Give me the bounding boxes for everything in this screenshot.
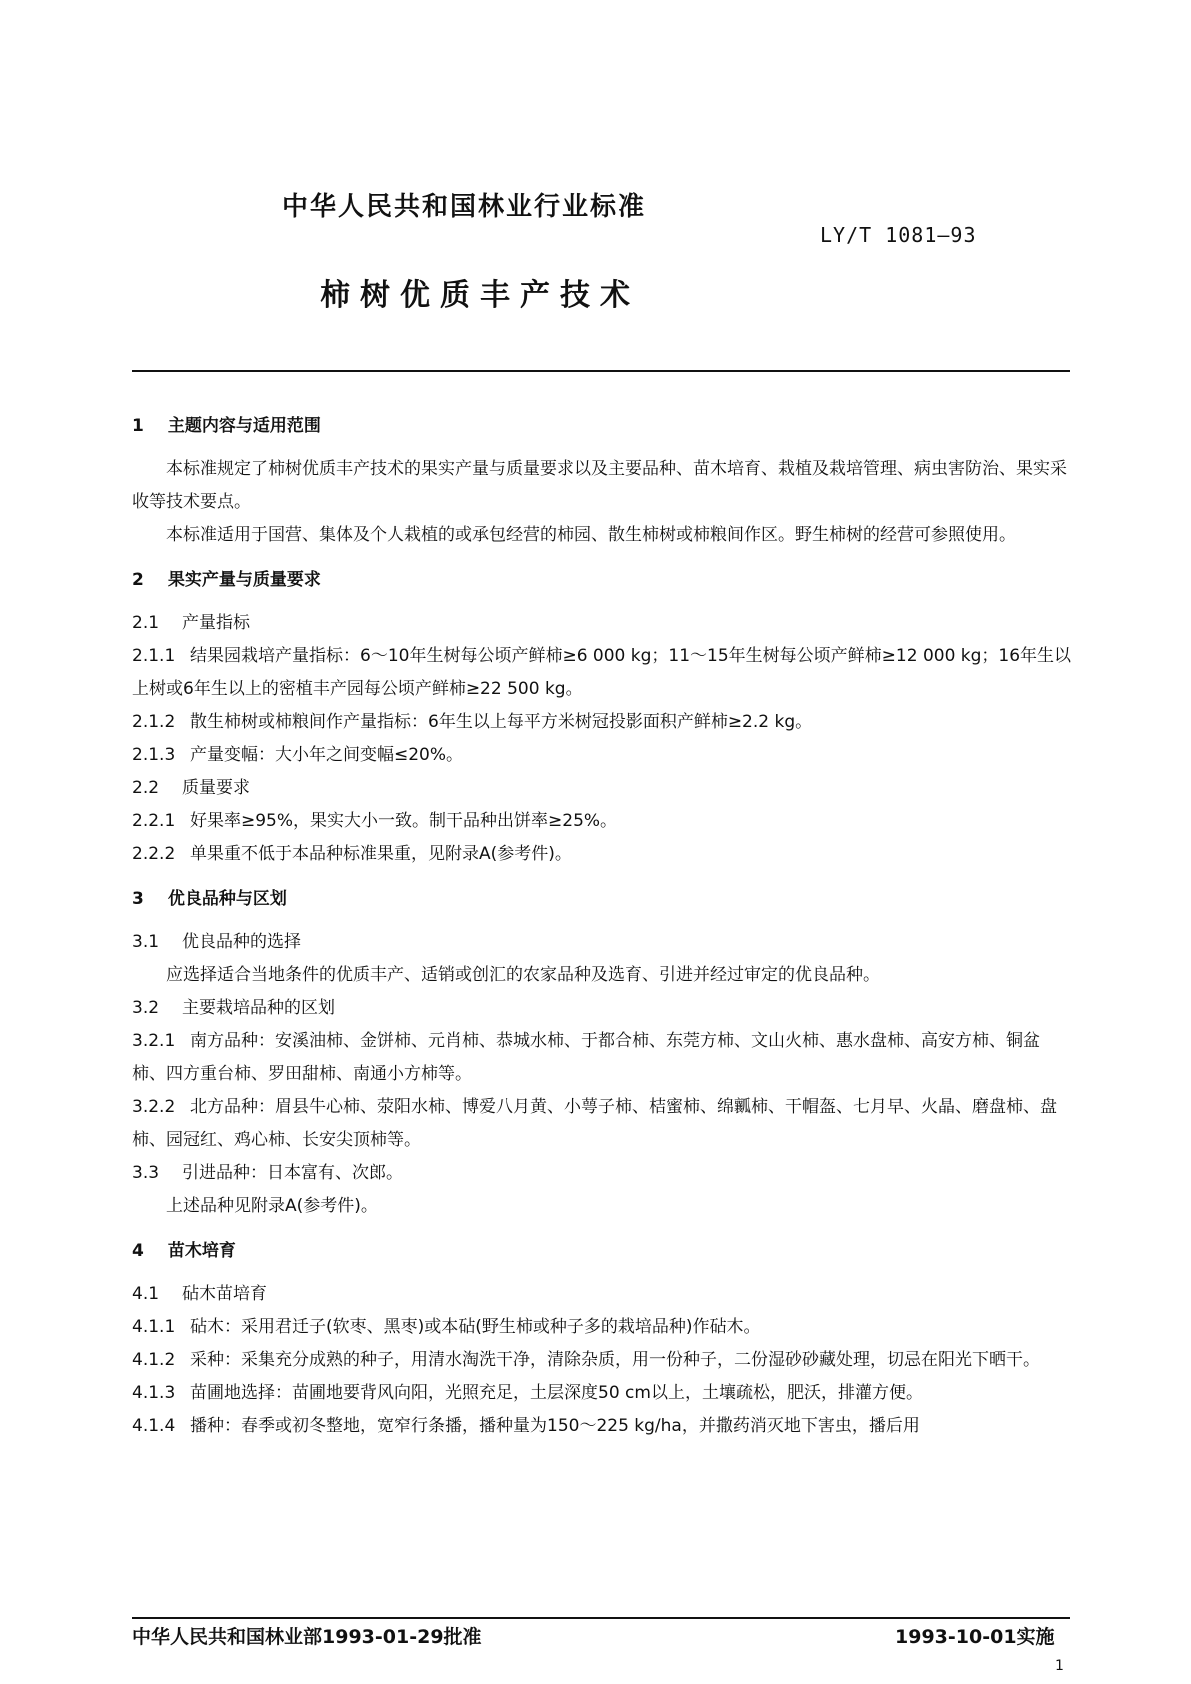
clause-text: 北方品种：眉县牛心柿、荥阳水柿、博爱八月黄、小萼子柿、桔蜜柿、绵瓤柿、干帽盔、七月早、火晶、磨盘柿、盘柿、园冠红、鸡心柿、长安尖顶柿等。 <box>132 1097 1057 1150</box>
clause-text: 产量变幅：大小年之间变幅≤20%。 <box>190 745 464 765</box>
section-number: 3 <box>132 889 144 909</box>
clause-number: 3.3 <box>132 1163 160 1183</box>
clause-number: 3.2.1 <box>132 1031 176 1051</box>
standard-code: LY/T 1081—93 <box>820 223 977 247</box>
section-number: 4 <box>132 1241 144 1261</box>
section-heading <box>132 883 1072 916</box>
clause-text: 结果园栽培产量指标：6～10年生树每公顷产鲜柿≥6 000 kg；11～15年生树每公顷产鲜柿≥12 000 kg；16年生以上树或6年生以上的密植丰产园每公顷产鲜柿≥22 500 kg。 <box>132 646 1072 699</box>
clause <box>132 1157 1072 1190</box>
clause-number: 2.2.1 <box>132 811 176 831</box>
clause <box>132 1344 1072 1377</box>
clause <box>132 1278 1072 1311</box>
clause-number: 2.1.2 <box>132 712 176 732</box>
header-divider <box>132 370 1070 372</box>
section-heading <box>132 410 1072 443</box>
section-title: 果实产量与质量要求 <box>167 570 321 590</box>
clause-number: 2.1.3 <box>132 745 176 765</box>
approval-note: 中华人民共和国林业部1993-01-29批准 <box>132 1626 482 1648</box>
clause <box>132 706 1072 739</box>
clause-text: 产量指标 <box>182 613 250 633</box>
clause-number: 2.2.2 <box>132 844 176 864</box>
clause-text: 单果重不低于本品种标准果重，见附录A(参考件)。 <box>190 844 572 864</box>
clause <box>132 926 1072 959</box>
clause-number: 3.2.2 <box>132 1097 176 1117</box>
section-title: 苗木培育 <box>167 1241 236 1261</box>
clause-number: 2.1.1 <box>132 646 176 666</box>
paragraph: 本标准适用于国营、集体及个人栽植的或承包经营的柿园、散生柿树或柿粮间作区。野生柿树的经营可参照使用。 <box>166 525 1016 545</box>
clause-number: 4.1.1 <box>132 1317 176 1337</box>
section-heading <box>132 564 1072 597</box>
section-title: 优良品种与区划 <box>167 889 287 909</box>
clause-text: 好果率≥95%，果实大小一致。制干品种出饼率≥25%。 <box>190 811 618 831</box>
section-title: 主题内容与适用范围 <box>167 416 321 436</box>
clause-number: 4.1.4 <box>132 1416 176 1436</box>
clause-number: 4.1 <box>132 1284 160 1304</box>
clause <box>132 805 1072 838</box>
clause-number: 2.1 <box>132 613 160 633</box>
clause <box>132 772 1072 805</box>
clause-text: 采种：采集充分成熟的种子，用清水淘洗干净，清除杂质，用一份种子，二份湿砂砂藏处理，切忌在阳光下晒干。 <box>190 1350 1040 1370</box>
clause-number: 2.2 <box>132 778 160 798</box>
clause-text: 苗圃地选择：苗圃地要背风向阳，光照充足，土层深度50 cm以上，土壤疏松，肥沃，排灌方便。 <box>190 1383 923 1403</box>
paragraph: 应选择适合当地条件的优质丰产、适销或创汇的农家品种及选育、引进并经过审定的优良品种。 <box>166 965 880 985</box>
clause-text: 优良品种的选择 <box>182 932 301 952</box>
clause <box>132 1311 1072 1344</box>
paragraph: 上述品种见附录A(参考件)。 <box>166 1196 378 1216</box>
document-title: 柿树优质丰产技术 <box>320 278 640 313</box>
clause-number: 4.1.3 <box>132 1383 176 1403</box>
clause <box>132 1091 1072 1157</box>
clause-number: 4.1.2 <box>132 1350 176 1370</box>
effective-date: 1993-10-01实施 <box>895 1626 1055 1648</box>
clause-text: 砧木苗培育 <box>182 1284 267 1304</box>
clause <box>132 1377 1072 1410</box>
footer-divider <box>132 1617 1070 1619</box>
clause <box>132 1025 1072 1091</box>
clause <box>132 838 1072 871</box>
clause <box>132 992 1072 1025</box>
page-number: 1 <box>1055 1658 1064 1674</box>
section-heading <box>132 1235 1072 1268</box>
clause <box>132 640 1072 706</box>
clause-text: 引进品种：日本富有、次郎。 <box>182 1163 403 1183</box>
clause-text: 质量要求 <box>182 778 250 798</box>
clause-number: 3.1 <box>132 932 160 952</box>
document-body <box>132 410 1072 1443</box>
clause-text: 南方品种：安溪油柿、金饼柿、元肖柿、恭城水柿、于都合柿、东莞方柿、文山火柿、惠水盘柿、高安方柿、铜盆柿、四方重台柿、罗田甜柿、南通小方柿等。 <box>132 1031 1040 1084</box>
paragraph: 本标准规定了柿树优质丰产技术的果实产量与质量要求以及主要品种、苗木培育、栽植及栽培管理、病虫害防治、果实采收等技术要点。 <box>132 459 1067 512</box>
section-number: 2 <box>132 570 144 590</box>
clause-text: 散生柿树或柿粮间作产量指标：6年生以上每平方米树冠投影面积产鲜柿≥2.2 kg。 <box>190 712 813 732</box>
clause-text: 主要栽培品种的区划 <box>182 998 335 1018</box>
clause <box>132 1410 1072 1443</box>
clause-text: 播种：春季或初冬整地，宽窄行条播，播种量为150～225 kg/ha，并撒药消灭地下害虫，播后用 <box>190 1416 920 1436</box>
clause-number: 3.2 <box>132 998 160 1018</box>
section-number: 1 <box>132 416 144 436</box>
clause <box>132 739 1072 772</box>
standard-title: 中华人民共和国林业行业标准 <box>282 192 647 222</box>
clause <box>132 607 1072 640</box>
clause-text: 砧木：采用君迁子(软枣、黑枣)或本砧(野生柿或种子多的栽培品种)作砧木。 <box>190 1317 761 1337</box>
